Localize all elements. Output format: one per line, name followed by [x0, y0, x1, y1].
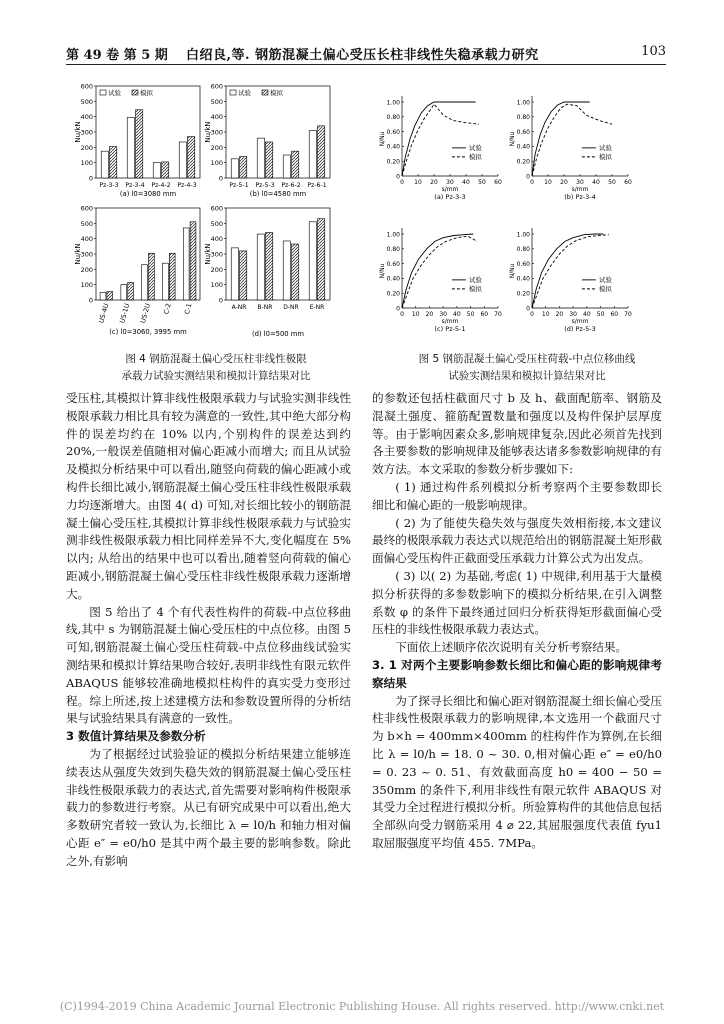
y-axis-label: N/Nu: [379, 263, 386, 279]
panel-caption: (a) l0=3080 mm: [119, 190, 177, 198]
x-tick-label: 70: [494, 311, 502, 318]
y-tick-label: 0.80: [516, 114, 530, 122]
bar: [292, 244, 299, 300]
legend-swatch: [100, 90, 106, 95]
y-tick-label: 200: [80, 265, 93, 274]
y-axis-label: N/Nu: [509, 131, 516, 147]
bar: [121, 285, 127, 300]
y-tick-label: 100: [80, 281, 93, 290]
copyright-footer: (C)1994-2019 China Academic Journal Electronic Publishing House. All rights reserved. http://www.cnki.net: [59, 1000, 665, 1013]
x-axis-label: s/mm: [441, 318, 459, 325]
y-tick-label: 600: [80, 82, 93, 91]
bar: [162, 162, 169, 178]
y-tick-label: 0.60: [386, 260, 400, 268]
legend-swatch: [230, 90, 236, 95]
legend-label: 试验: [598, 276, 612, 285]
x-tick-label: 50: [478, 179, 486, 186]
legend-swatch: [262, 90, 268, 95]
x-tick-label: US-4U: [97, 302, 111, 324]
y-tick-label: 400: [80, 235, 93, 244]
x-tick-label: 30: [446, 179, 454, 186]
x-tick-label: 10: [414, 179, 422, 186]
list-item: ( 3) 以( 2) 为基础,考虑( 1) 中规律,利用基于大量模拟分析获得的多参数影响下的模拟分析结果,在引入调整系数 φ 的条件下最终通过回归分析获得矩形截面偏心受压柱的非线性极限承载力表达式。: [372, 568, 662, 637]
x-axis-label: s/mm: [441, 186, 459, 193]
x-tick-label: 40: [462, 179, 470, 186]
x-tick-label: A-NR: [231, 304, 247, 311]
x-tick-label: 50: [466, 311, 475, 318]
x-tick-label: 60: [494, 179, 502, 186]
x-tick-label: 50: [608, 179, 616, 186]
bar: [240, 157, 247, 178]
running-header: [66, 42, 666, 65]
y-tick-label: 600: [210, 82, 223, 91]
legend-label: 模拟: [468, 285, 482, 294]
x-tick-label: Pz-5-3: [255, 182, 275, 189]
y-tick-label: 0: [396, 305, 400, 313]
figure-4-caption-line2: 承载力试验实测结果和模拟计算结果对比: [121, 370, 311, 382]
bar: [231, 159, 238, 178]
y-tick-label: 1.00: [386, 99, 400, 107]
bar: [309, 130, 316, 178]
x-tick-label: 30: [439, 311, 447, 318]
bar: [318, 219, 325, 300]
bar: [231, 248, 238, 300]
bar-chart-panel-c: [74, 205, 200, 337]
y-tick-label: 0.80: [386, 114, 400, 122]
legend-label: 试验: [598, 144, 612, 153]
x-tick-label: C-2: [162, 302, 173, 316]
x-tick-label: 60: [610, 311, 619, 318]
x-tick-label: Pz-4-3: [177, 182, 197, 189]
bar: [107, 292, 113, 300]
x-tick-label: 0: [400, 311, 404, 318]
y-tick-label: 0.40: [386, 275, 400, 283]
figure-5-caption-line1: 图 5 钢筋混凝土偏心受压柱荷载-中点位移曲线: [418, 353, 636, 365]
legend-label: 模拟: [468, 153, 482, 162]
paragraph: 受压柱,其模拟计算非线性极限承载力与试验实测非线性极限承载力相比具有较为满意的一致性,其中绝大部分构件的误差均约在 10% 以内,个别构件的误差达到约 20%,一般误差值随相对偏心距减小而增大; 而且从试验及模拟分析结果中可以看出,随竖向荷载的偏心距减小或构件长细比减小,钢筋混凝土偏心受压柱非线性极限承载力均逐渐增大。由图 4( d) 可知,对长细比较小的钢筋混凝土偏心受压柱,其模拟计算非线性极限承载力与试验实测非线性极限承载力相比同样差异不大,变化幅度在 5% 以内; 从给出的结果中也可以看出,随着竖向荷载的偏心距减小,钢筋混凝土偏心受压柱非线性极限承载力逐渐增大。: [66, 391, 351, 601]
y-tick-label: 500: [80, 97, 93, 106]
x-tick-label: 10: [541, 311, 550, 318]
y-axis-label: N/Nu: [509, 263, 516, 279]
series-line-sim: [532, 235, 609, 308]
x-tick-label: Pz-6-1: [307, 182, 327, 189]
x-tick-label: 0: [530, 179, 534, 186]
bar: [136, 110, 143, 178]
y-tick-label: 0: [88, 296, 93, 305]
y-tick-label: 300: [210, 128, 223, 137]
figure-4-caption-line1: 图 4 钢筋混凝土偏心受压柱非线性极限: [125, 353, 307, 365]
x-axis-label: s/mm: [571, 318, 589, 325]
x-tick-label: 40: [583, 311, 591, 318]
bar: [318, 126, 325, 178]
y-tick-label: 1.00: [516, 231, 530, 239]
x-tick-label: 20: [430, 179, 438, 186]
x-tick-label: 70: [624, 311, 632, 318]
bar: [257, 138, 264, 178]
x-tick-label: 10: [411, 311, 420, 318]
x-tick-label: 20: [555, 311, 564, 318]
section-heading: 3 数值计算结果及参数分析: [66, 729, 206, 744]
y-tick-label: 300: [210, 250, 223, 259]
y-tick-label: 0.20: [516, 158, 530, 166]
panel-caption: (d) l0=500 mm: [251, 330, 305, 338]
figure-5-caption: [382, 351, 672, 385]
page-number: 103: [641, 44, 666, 59]
x-tick-label: C-1: [182, 302, 194, 316]
x-tick-label: E-NR: [309, 304, 325, 311]
y-tick-label: 0.60: [386, 128, 400, 136]
y-tick-label: 500: [210, 219, 223, 228]
y-tick-label: 300: [80, 250, 93, 259]
line-chart-panel-d: [509, 228, 632, 333]
bar: [292, 151, 299, 178]
legend-label: 模拟: [598, 153, 612, 162]
line-chart-panel-b: [509, 96, 632, 201]
x-axis-label: s/mm: [571, 186, 589, 193]
x-tick-label: 0: [400, 179, 404, 186]
y-tick-label: 0.20: [516, 290, 530, 298]
y-tick-label: 0: [218, 174, 223, 183]
panel-caption: (b) Pz-3-4: [564, 193, 596, 201]
bar: [169, 253, 175, 300]
bar: [283, 155, 290, 178]
bar-chart-panel-d: [204, 205, 330, 339]
x-tick-label: Pz-6-2: [281, 182, 301, 189]
bar: [188, 137, 195, 178]
y-tick-label: 300: [80, 128, 93, 137]
bar: [128, 282, 134, 300]
legend-swatch: [132, 90, 138, 95]
y-axis-label: Nu/kN: [74, 243, 82, 265]
bar: [100, 292, 106, 300]
bar: [266, 233, 273, 300]
x-tick-label: US-1U: [118, 302, 132, 324]
paragraph: 为了根据经过试验验证的模拟分析结果建立能够连续表达从强度失效到失稳失效的钢筋混凝土偏心受压柱非线性极限承载力的表达式,首先需要对影响构件极限承载力的参数进行考察。从已有研究成果中可以看出,绝大多数研究者较一致认为,长细比 λ = l0/h 和轴力相对偏心距 e″ = e0/h0 是其中两个最主要的影响参数。除此之外,有影响: [66, 746, 351, 868]
paragraph: 图 5 给出了 4 个有代表性构件的荷载-中点位移曲线,其中 s 为钢筋混凝土偏心受压柱的中点位移。由图 5 可知,钢筋混凝土偏心受压柱荷载-中点位移曲线试验实测结果和模拟计算结果吻合较好,表明非线性有限元软件 ABAQUS 能够较准确地模拟柱构件的真实受力变形过程。综上所述,按上述建模方法和参数设置所得的分析结果与试验结果具有满意的一致性。: [66, 604, 351, 726]
list-item: ( 2) 为了能使失稳失效与强度失效相衔接,本文建议最终的极限承载力表达式以规范给出的钢筋混凝土矩形截面偏心受压构件正截面受压承载力计算公式为出发点。: [372, 515, 662, 566]
panel-caption: (c) l0=3060, 3995 mm: [109, 328, 187, 336]
series-line-test: [402, 234, 473, 308]
series-line-test: [532, 234, 603, 308]
legend-label: 试验: [468, 276, 482, 285]
y-tick-label: 0.60: [516, 260, 530, 268]
panel-caption: (d) Pz-5-3: [564, 325, 596, 333]
figure-4-bar-charts: [76, 82, 346, 350]
panel-caption: (a) Pz-3-3: [434, 193, 466, 201]
y-tick-label: 1.00: [516, 99, 530, 107]
left-text-column: [66, 390, 351, 871]
y-axis-label: N/Nu: [379, 131, 386, 147]
legend-label: 试验: [108, 89, 121, 97]
bar: [266, 142, 273, 178]
legend-label: 模拟: [140, 89, 153, 97]
bar: [110, 147, 117, 178]
panel-caption: (c) Pz-5-1: [434, 325, 466, 333]
y-tick-label: 500: [210, 97, 223, 106]
y-tick-label: 0.40: [516, 143, 530, 151]
y-tick-label: 400: [210, 235, 223, 244]
y-tick-label: 0.40: [386, 143, 400, 151]
legend-label: 模拟: [598, 285, 612, 294]
bar: [257, 234, 264, 300]
bar: [190, 222, 196, 300]
y-tick-label: 0.80: [516, 246, 530, 254]
x-tick-label: 10: [544, 179, 552, 186]
x-tick-label: 60: [480, 311, 489, 318]
x-tick-label: US-2U: [138, 302, 152, 324]
panel-caption: (b) l0=4580 mm: [249, 190, 307, 198]
y-tick-label: 100: [210, 159, 223, 168]
paragraph: 为了探寻长细比和偏心距对钢筋混凝土细长偏心受压柱非线性极限承载力的影响规律,本文选用一个截面尺寸为 b×h = 400mm×400mm 的柱构件作为算例,在长细比 λ = l0/h = 18. 0 ~ 30. 0,相对偏心距 e″ = e0/h0 = 0. 23 ~ 0. 51、有效截面高度 h0 = 400 − 50 = 350mm 的条件下,利用非线性有限元软件 ABAQUS 对其受力全过程进行模拟分析。所验算构件的其他信息包括全部纵向受力钢筋采用 4 ⌀ 22,其屈服强度代表值 fyu1取屈服强度平均值 455. 7MPa。: [372, 693, 662, 850]
y-tick-label: 0: [526, 173, 530, 181]
y-tick-label: 0: [526, 305, 530, 313]
y-tick-label: 100: [80, 159, 93, 168]
figure-5-caption-line2: 试验实测结果和模拟计算结果对比: [448, 370, 606, 382]
legend-label: 试验: [468, 144, 482, 153]
bar: [283, 241, 290, 300]
y-axis-label: Nu/kN: [204, 121, 212, 143]
y-tick-label: 0: [88, 174, 93, 183]
bar: [101, 151, 108, 178]
y-tick-label: 1.00: [386, 231, 400, 239]
x-tick-label: 40: [453, 311, 461, 318]
figure-4-caption: [66, 351, 366, 385]
paragraph: 下面依上述顺序依次说明有关分析考察结果。: [395, 640, 628, 655]
x-tick-label: 20: [560, 179, 568, 186]
bar-chart-panel-a: [74, 83, 200, 199]
x-tick-label: 0: [530, 311, 534, 318]
y-tick-label: 200: [80, 143, 93, 152]
y-tick-label: 200: [210, 265, 223, 274]
journal-volume: 第 49 卷 第 5 期: [66, 48, 168, 63]
y-tick-label: 600: [80, 204, 93, 213]
y-axis-label: Nu/kN: [204, 243, 212, 265]
y-tick-label: 0: [218, 296, 223, 305]
x-tick-label: 50: [596, 311, 605, 318]
y-tick-label: 600: [210, 204, 223, 213]
paragraph: 的参数还包括柱截面尺寸 b 及 h、截面配筋率、钢筋及混凝土强度、箍筋配置数量和强度以及构件保护层厚度等。由于影响因素众多,影响规律复杂,因此必须首先找到各主要参数的影响规律及能够表达诸多参数影响规律的有效方法。本文采取的参数分析步骤如下:: [372, 391, 662, 477]
y-tick-label: 500: [80, 219, 93, 228]
y-axis-label: Nu/kN: [74, 121, 82, 143]
bar: [153, 163, 160, 178]
running-title: 白绍良,等. 钢筋混凝土偏心受压长柱非线性失稳承载力研究: [186, 48, 539, 63]
x-tick-label: 30: [569, 311, 577, 318]
bar: [179, 142, 186, 178]
list-item: ( 1) 通过构件系列模拟分析考察两个主要参数即长细比和偏心距的一般影响规律。: [372, 479, 662, 512]
legend-label: 模拟: [270, 89, 283, 97]
legend-label: 试验: [238, 89, 251, 97]
bar: [127, 117, 134, 178]
x-tick-label: 20: [425, 311, 434, 318]
y-tick-label: 0: [396, 173, 400, 181]
y-tick-label: 0.20: [386, 158, 400, 166]
bar-chart-panel-b: [204, 83, 330, 199]
x-tick-label: 40: [592, 179, 600, 186]
y-tick-label: 200: [210, 143, 223, 152]
right-text-column: [372, 390, 662, 853]
x-tick-label: B-NR: [257, 304, 273, 311]
series-line-sim: [402, 104, 479, 176]
subsection-heading: 3. 1 对两个主要影响参数长细比和偏心距的影响规律考察结果: [372, 657, 662, 690]
y-tick-label: 400: [80, 113, 93, 122]
x-tick-label: D-NR: [283, 304, 299, 311]
x-tick-label: Pz-4-2: [151, 182, 171, 189]
y-tick-label: 100: [210, 281, 223, 290]
bar: [149, 253, 155, 300]
bar: [240, 251, 247, 300]
x-tick-label: 60: [624, 179, 632, 186]
x-tick-label: Pz-5-1: [229, 182, 249, 189]
line-chart-panel-a: [379, 96, 502, 201]
line-chart-panel-c: [379, 228, 502, 333]
bar: [183, 228, 189, 300]
x-tick-label: 30: [576, 179, 584, 186]
y-tick-label: 0.60: [516, 128, 530, 136]
series-line-test: [402, 102, 476, 176]
y-tick-label: 0.20: [386, 290, 400, 298]
y-tick-label: 0.80: [386, 246, 400, 254]
figure-5-line-charts: [378, 80, 648, 348]
y-tick-label: 0.40: [516, 275, 530, 283]
x-tick-label: Pz-3-4: [125, 182, 145, 189]
bar: [309, 222, 316, 300]
bar: [162, 263, 168, 300]
x-tick-label: Pz-3-3: [99, 182, 119, 189]
series-line-test: [532, 102, 590, 176]
series-line-sim: [532, 104, 612, 176]
bar: [142, 265, 148, 300]
y-tick-label: 400: [210, 113, 223, 122]
series-line-sim: [402, 236, 477, 308]
